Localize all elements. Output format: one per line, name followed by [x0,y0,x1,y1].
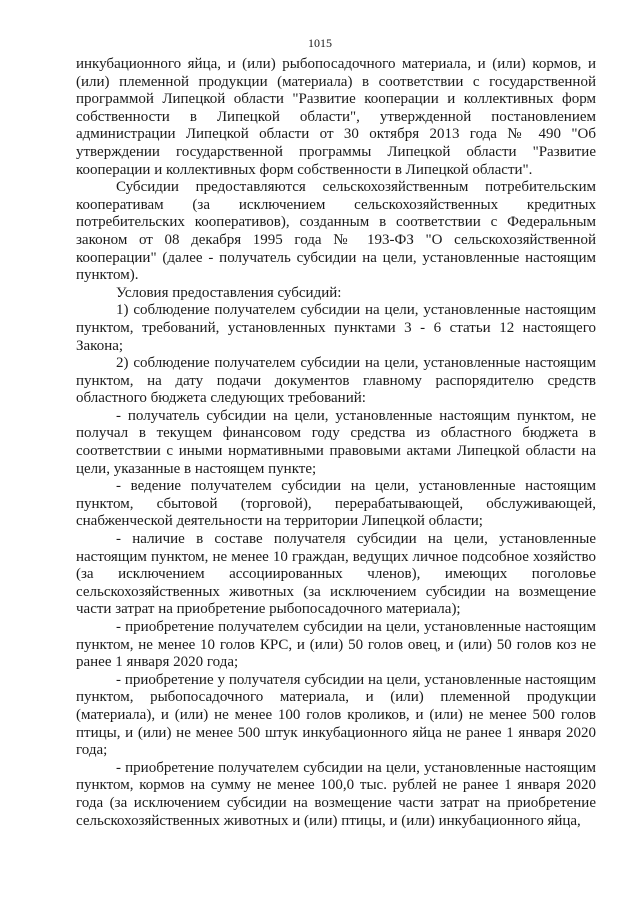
paragraph: - наличие в составе получателя субсидии на цели, установленные настоящим пунктом, не менее 10 граждан, ведущих личное подсобное хозяйство (за исключением ассоциированных членов), имеющих поголовье сельскохозяйственных животных (за исключением субсидии на возмещение части затрат на приобретение рыбопосадочного материала); [76,531,596,618]
paragraph: - приобретение у получателя субсидии на цели, установленные настоящим пунктом, рыбопосадочного материала, и (или) племенной продукции (материала), и (или) не менее 100 голов кроликов, и (или) не менее 500 голов птицы, и (или) не менее 500 штук инкубационного яйца не ранее 1 января 2020 года; [76,671,596,759]
paragraph: - приобретение получателем субсидии на цели, установленные настоящим пунктом, не менее 10 голов КРС, и (или) 50 голов овец, и (или) 50 голов коз не ранее 1 января 2020 года; [76,619,596,671]
page-number: 1015 [308,36,332,50]
paragraph: 1) соблюдение получателем субсидии на цели, установленные настоящим пунктом, требований, установленных пунктами 3 - 6 статьи 12 настоящего Закона; [76,302,596,354]
paragraph: 2) соблюдение получателем субсидии на цели, установленные настоящим пунктом, на дату подачи документов главному распорядителю средств областного бюджета следующих требований: [76,355,596,407]
paragraph: - ведение получателем субсидии на цели, установленные настоящим пунктом, сбытовой (торговой), перерабатывающей, обслуживающей, снабженческой деятельности на территории Липецкой области; [76,478,596,530]
paragraph: инкубационного яйца, и (или) рыбопосадочного материала, и (или) кормов, и (или) племенной продукции (материала) в соответствии с государственной программой Липецкой области "Развитие кооперации и коллективных форм собственности в Липецкой области", утвержденной постановлением администрации Липецкой области от 30 октября 2013 года № 490 "Об утверждении государственной программы Липецкой области "Развитие кооперации и коллективных форм собственности в Липецкой области". [76,56,596,178]
paragraph: Субсидии предоставляются сельскохозяйственным потребительским кооперативам (за исключением сельскохозяйственных кредитных потребительских кооперативов), созданным в соответствии с Федеральным законом от 08 декабря 1995 года № 193-ФЗ "О сельскохозяйственной кооперации" (далее - получатель субсидии на цели, установленные настоящим пунктом). [76,179,596,284]
document-body [76,56,596,830]
paragraph: - приобретение получателем субсидии на цели, установленные настоящим пунктом, кормов на сумму не менее 100,0 тыс. рублей не ранее 1 января 2020 года (за исключением субсидии на возмещение части затрат на приобретение сельскохозяйственных животных и (или) птицы, и (или) инкубационного яйца, [76,759,596,829]
paragraph: - получатель субсидии на цели, установленные настоящим пунктом, не получал в текущем финансовом году средства из областного бюджета в соответствии с иными нормативными правовыми актами Липецкой области на цели, указанные в настоящем пункте; [76,407,596,477]
paragraph: Условия предоставления субсидий: [116,284,342,301]
